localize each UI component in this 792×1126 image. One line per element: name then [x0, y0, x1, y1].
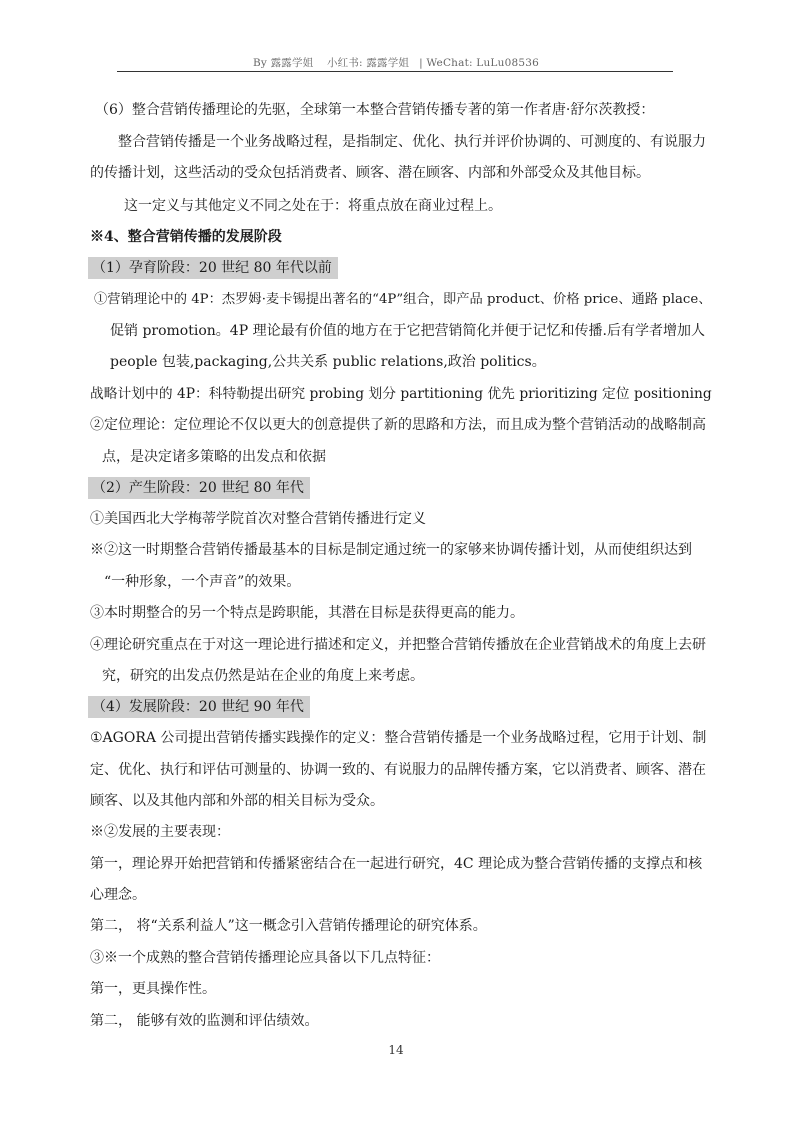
text-line: 第一，理论界开始把营销和传播紧密结合在一起进行研究，4C 理论成为整合营销传播的支撑点和核: [90, 856, 703, 872]
section-heading: ※4、整合营销传播的发展阶段: [90, 229, 282, 245]
text-line: 战略计划中的 4P：科特勒提出研究 probing 划分 partitioning 优先 prioritizing 定位 positioning: [90, 386, 712, 402]
page-number: 14: [388, 1043, 404, 1057]
header-xiaohongshu: 小红书: 露露学姐: [326, 57, 410, 69]
text-line: “一种形象，一个声音”的效果。: [104, 574, 301, 590]
stage-heading: （1）孕育阶段：20 世纪 80 年代以前: [88, 258, 338, 278]
header-author: By 露露学姐: [253, 57, 314, 69]
header-wechat: | WeChat: LuLu08536: [419, 57, 539, 69]
text-line: ①营销理论中的 4P：杰罗姆·麦卡锡提出著名的“4P”组合，即产品 product、价格 price、通路 place、: [94, 292, 712, 307]
text-line: 的传播计划，这些活动的受众包括消费者、顾客、潜在顾客、内部和外部受众及其他目标。: [90, 165, 650, 181]
text-line: 点，是决定诸多策略的出发点和依据: [102, 449, 326, 465]
stage-heading: （2）产生阶段：20 世纪 80 年代: [88, 478, 310, 498]
text-line: ③本时期整合的另一个特点是跨职能，其潜在目标是获得更高的能力。: [90, 605, 524, 621]
text-line: 顾客、以及其他内部和外部的相关目标为受众。: [90, 793, 384, 809]
text-line: ①美国西北大学梅蒂学院首次对整合营销传播进行定义: [90, 511, 426, 527]
text-line: 第二， 能够有效的监测和评估绩效。: [90, 1013, 319, 1029]
text-line: ③※一个成熟的整合营销传播理论应具备以下几点特征：: [90, 950, 440, 966]
text-line: ④理论研究重点在于对这一理论进行描述和定义，并把整合营销传播放在企业营销战术的角度上去研: [90, 637, 706, 653]
text-line: ※②这一时期整合营销传播最基本的目标是制定通过统一的家够来协调传播计划，从而使组织达到: [90, 542, 692, 558]
page-header: [0, 55, 792, 70]
text-line: 定、优化、执行和评估可测量的、协调一致的、有说服力的品牌传播方案，它以消费者、顾客、潜在: [90, 762, 706, 778]
text-line: people 包装,packaging,公共关系 public relations,政治 politics。: [110, 354, 546, 370]
text-line: ①AGORA 公司提出营销传播实践操作的定义：整合营销传播是一个业务战略过程，它用于计划、制: [90, 730, 707, 746]
text-line: 第一，更具操作性。: [90, 981, 216, 997]
text-line: 第二， 将“关系利益人”这一概念引入营销传播理论的研究体系。: [90, 918, 487, 934]
text-line: 这一定义与其他定义不同之处在于：将重点放在商业过程上。: [124, 198, 502, 214]
text-line: ※②发展的主要表现：: [90, 824, 230, 840]
text-line: 整合营销传播是一个业务战略过程，是指制定、优化、执行并评价协调的、可测度的、有说服力: [118, 134, 706, 150]
header-rule: [117, 71, 673, 72]
text-line: 究，研究的出发点仍然是站在企业的角度上来考虑。: [102, 668, 424, 684]
stage-heading: （4）发展阶段：20 世纪 90 年代: [88, 697, 310, 717]
text-line: 心理念。: [90, 887, 146, 903]
text-line: ②定位理论：定位理论不仅以更大的创意提供了新的思路和方法，而且成为整个营销活动的战略制高: [90, 417, 706, 433]
text-line: 促销 promotion。4P 理论最有价值的地方在于它把营销简化并便于记忆和传播.后有学者增加人: [110, 323, 706, 339]
text-line: （6）整合营销传播理论的先驱，全球第一本整合营销传播专著的第一作者唐·舒尔茨教授：: [95, 102, 655, 118]
